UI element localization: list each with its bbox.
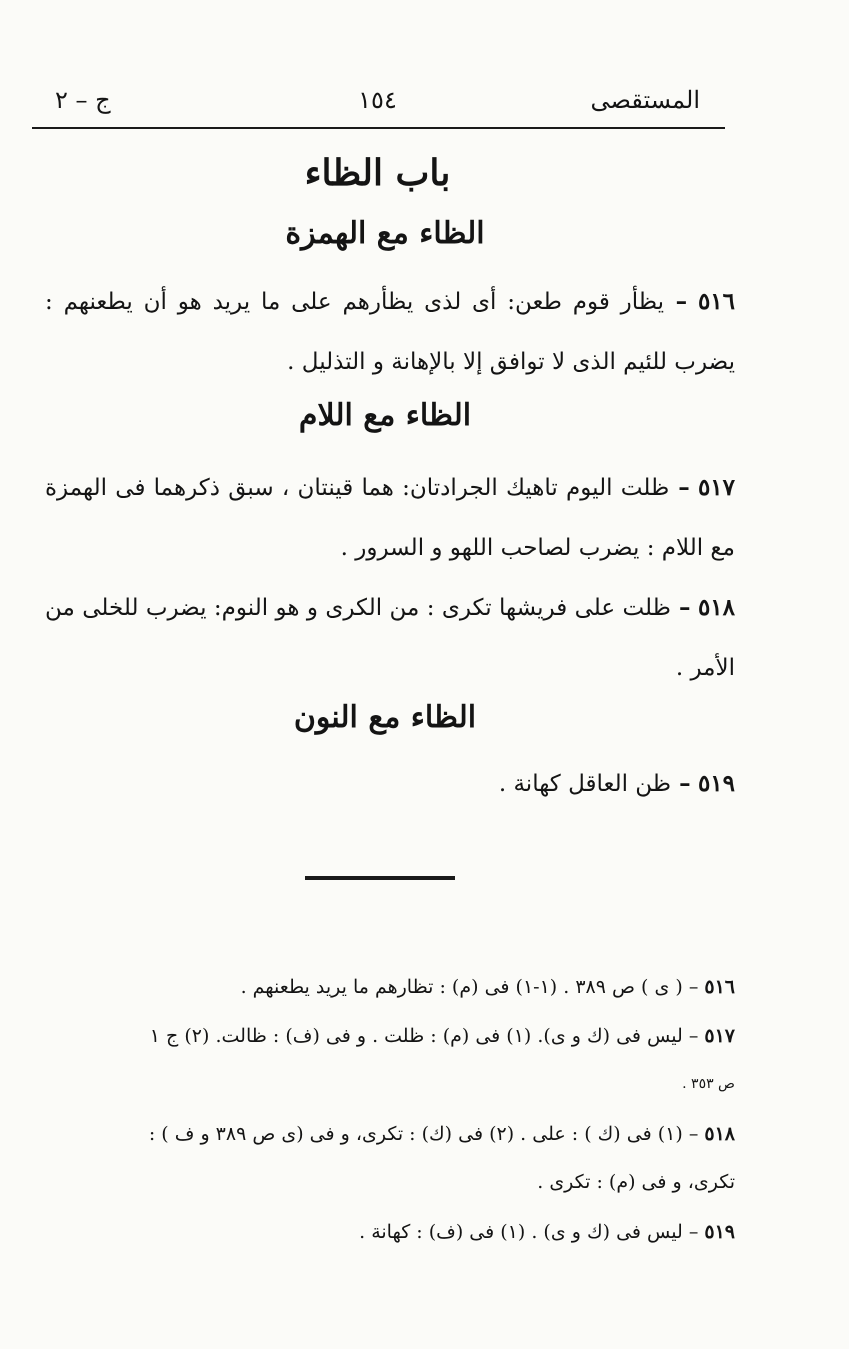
footnote-516 [45, 965, 735, 1009]
footnote-text: ليس فى (ك و ى) . (١) فى (ف) : كهانة . [359, 1221, 683, 1243]
footnote-517 [45, 1014, 735, 1058]
footnote-separator [305, 876, 455, 880]
footnote-518-continuation: تكرى، و فى (م) : تكرى . [537, 1171, 735, 1193]
footnote-519 [45, 1210, 735, 1254]
entry-text: ظلت اليوم تاهيك الجرادتان: هما قينتان ، سبق ذكرهما فى الهمزة مع اللام : يضرب لصاحب اللهو و السرور . [45, 475, 735, 561]
footnote-text: ( ى ) ص ٣٨٩ . (١-١) فى (م) : تظارهم ما يريد يطعنهم . [240, 976, 683, 998]
volume-part: ج – ٢ [55, 86, 111, 114]
footnote-dash: – [682, 1221, 699, 1243]
proverb-entry-516 [45, 272, 735, 392]
proverb-entry-518 [45, 578, 735, 698]
entry-number: ٥١٦ [697, 288, 736, 315]
footnote-dash: – [682, 1025, 699, 1047]
book-title: المستقصى [590, 86, 700, 114]
proverb-entry-517 [45, 458, 735, 578]
entry-text: يظأر قوم طعن: أى لذى يظأرهم على ما يريد هو أن يطعنهم : يضرب للئيم الذى لا توافق إلا بالإهانة و التذليل . [45, 289, 735, 375]
entry-dash: – [670, 594, 691, 621]
section-title-nun: الظاء مع النون [293, 700, 477, 735]
footnote-text: ليس فى (ك و ى). (١) فى (م) : ظلت . و فى (ف) : ظالت. (٢) ج ١ [149, 1025, 683, 1047]
entry-dash: – [664, 288, 688, 315]
footnote-518 [45, 1112, 735, 1156]
footnote-517-continuation: ص ٣٥٣ . [682, 1076, 735, 1092]
footnote-number: ٥١٦ [704, 976, 735, 998]
entry-text: ظن العاقل كهانة . [498, 771, 672, 797]
header-rule [32, 127, 725, 129]
entry-number: ٥١٩ [697, 770, 735, 797]
page-number: ١٥٤ [358, 86, 397, 114]
entry-number: ٥١٧ [697, 474, 735, 501]
entry-dash: – [669, 474, 690, 501]
entry-dash: – [671, 770, 691, 797]
section-title-hamza: الظاء مع الهمزة [285, 216, 485, 251]
running-header [55, 82, 700, 118]
footnote-number: ٥١٧ [704, 1025, 735, 1047]
footnote-number: ٥١٩ [704, 1221, 735, 1243]
footnote-dash: – [682, 1123, 699, 1145]
chapter-title: باب الظاء [304, 152, 451, 194]
footnote-dash: – [682, 976, 699, 998]
section-title-lam: الظاء مع اللام [298, 398, 472, 433]
entry-text: ظلت على فريشها تكرى : من الكرى و هو النوم: يضرب للخلى من الأمر . [45, 595, 735, 681]
footnote-text: (١) فى (ك ) : على . (٢) فى (ك) : تكرى، و فى (ى ص ٣٨٩ و ف ) : [148, 1123, 683, 1145]
footnote-number: ٥١٨ [704, 1123, 735, 1145]
proverb-entry-519 [45, 754, 735, 814]
entry-number: ٥١٨ [697, 594, 735, 621]
